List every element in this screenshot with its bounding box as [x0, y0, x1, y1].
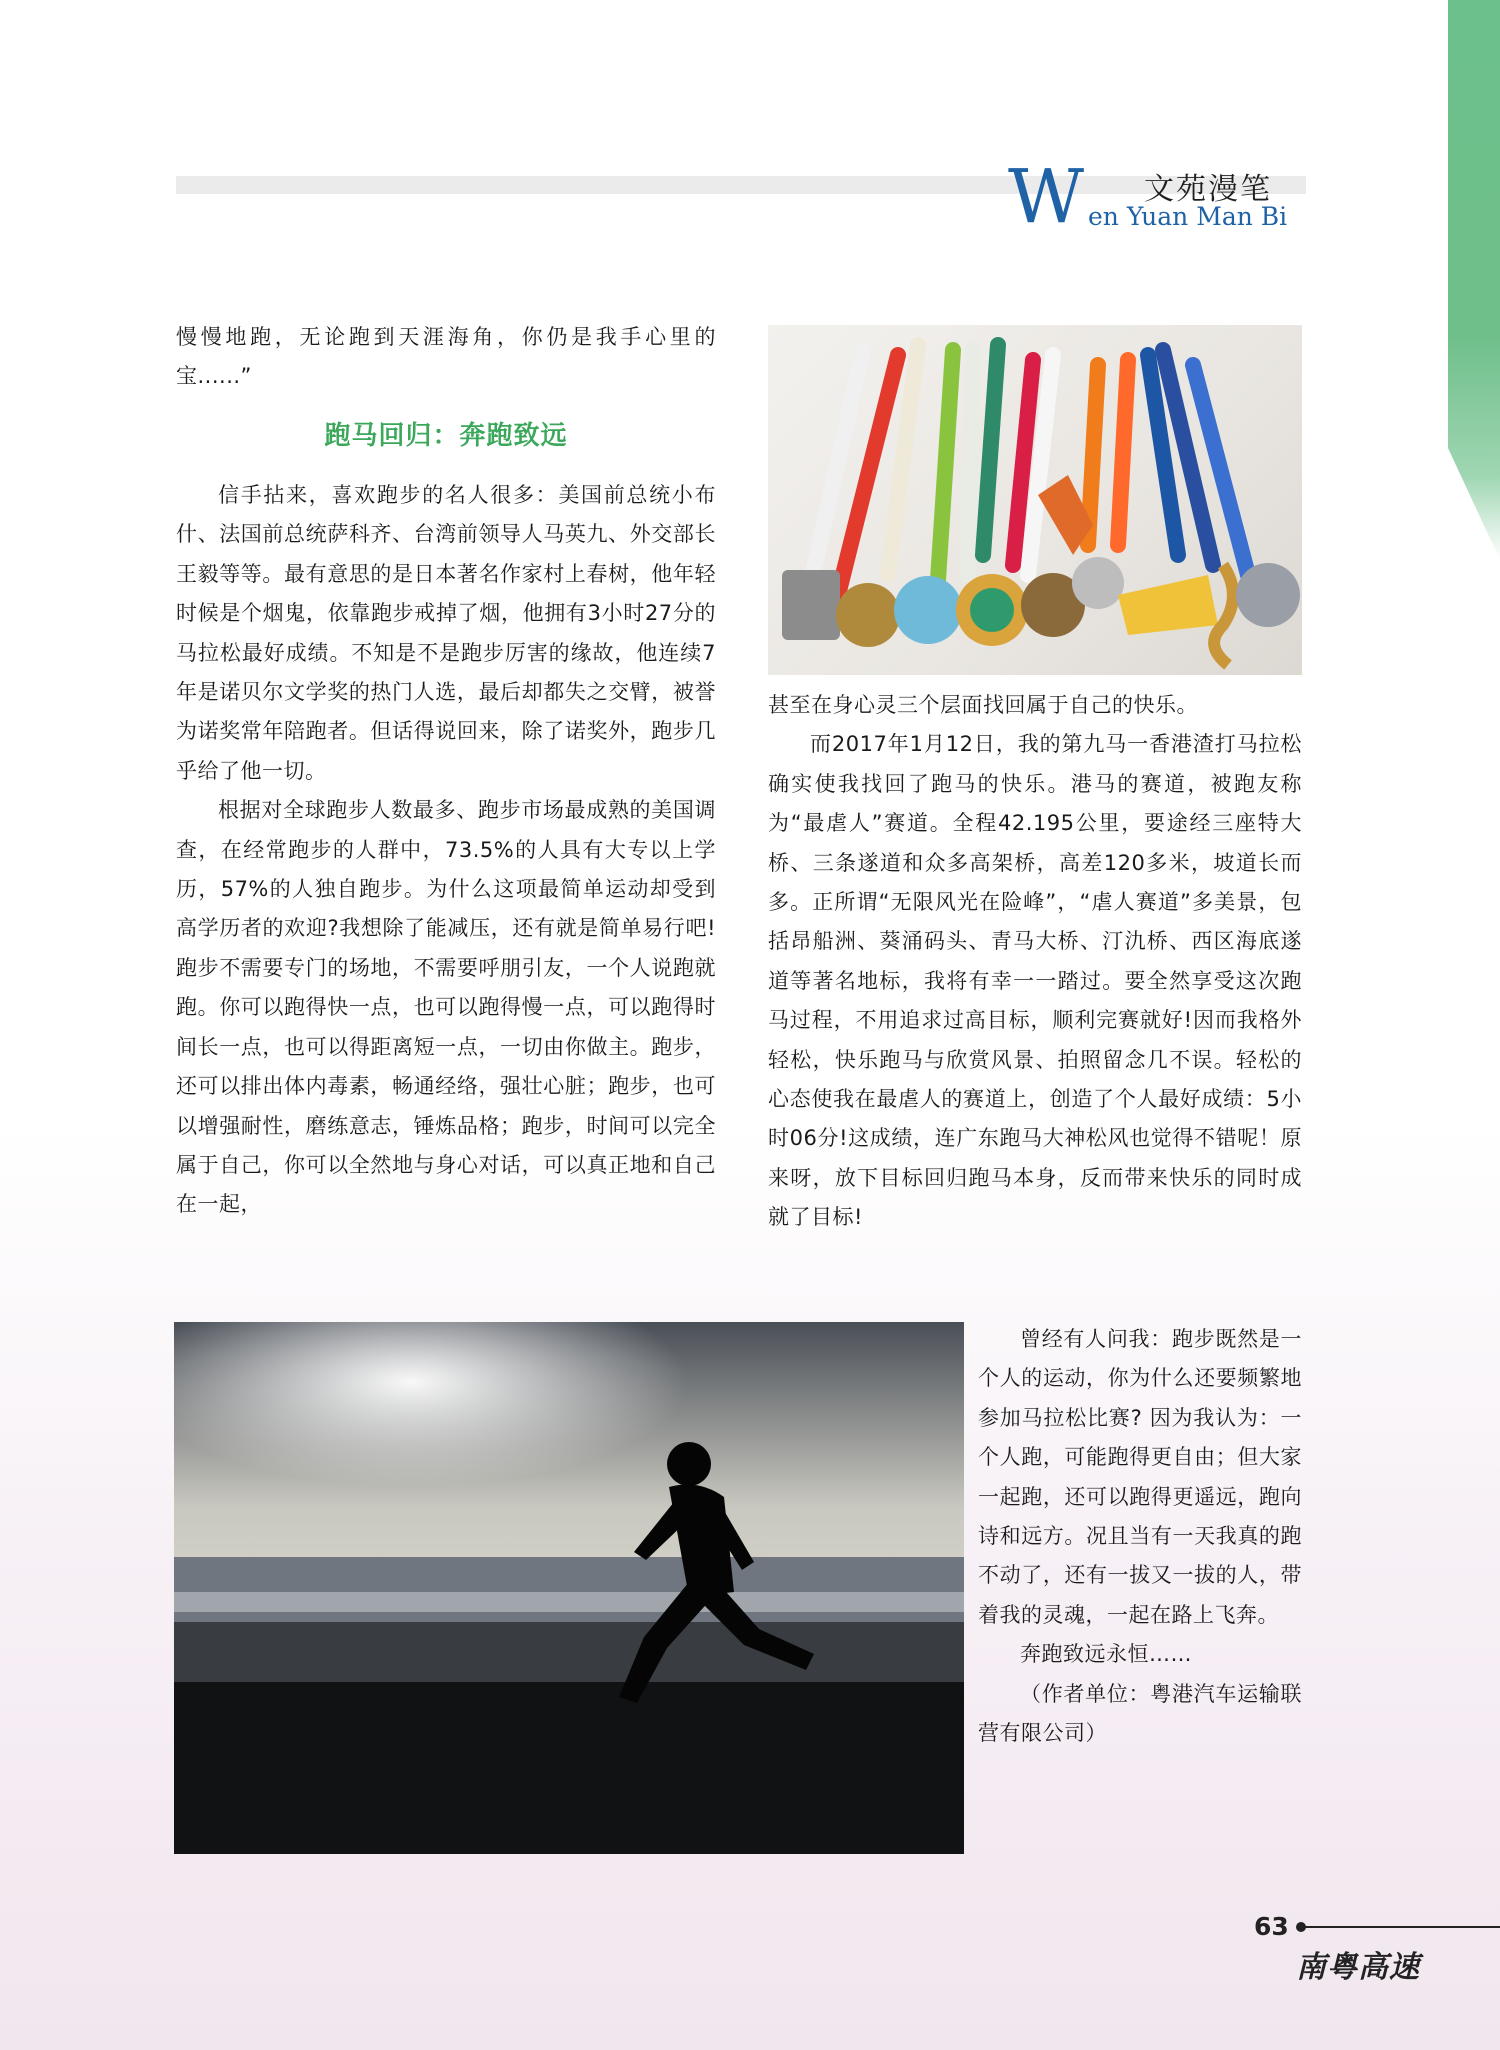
logo-letter: W: [1008, 154, 1085, 240]
paragraph: 奔跑致远永恒……: [1020, 1642, 1192, 1667]
section-logo: [1008, 154, 1308, 240]
right-column: [768, 686, 1302, 1238]
paragraph: 信手拈来，喜欢跑步的名人很多：美国前总统小布什、法国前总统萨科齐、台湾前领导人马英九、外交部长王毅等等。最有意思的是日本著名作家村上春树，他年轻时候是个烟鬼，依靠跑步戒掉了烟，他拥有3小时27分的马拉松最好成绩。不知是不是跑步厉害的缘故，他连续7年是诺贝尔文学奖的热门人选，最后却都失之交臂，被誉为诺奖常年陪跑者。但话得说回来，除了诺奖外，跑步几乎给了他一切。: [176, 483, 716, 783]
paragraph: 根据对全球跑步人数最多、跑步市场最成熟的美国调查，在经常跑步的人群中，73.5%的人具有大专以上学历，57%的人独自跑步。为什么这项最简单运动却受到高学历者的欢迎?我想除了能减压，还有就是简单易行吧!跑步不需要专门的场地，不需要呼朋引友，一个人说跑就跑。你可以跑得快一点，也可以跑得慢一点，可以跑得时间长一点，也可以得距离短一点，一切由你做主。跑步，还可以排出体内毒素，畅通经络，强壮心脏；跑步，也可以增强耐性，磨练意志，锤炼品格；跑步，时间可以完全属于自己，你可以全然地与身心对话，可以真正地和自己在一起，: [176, 798, 716, 1217]
page-rule: [1304, 1926, 1500, 1928]
page-number: 63: [1254, 1912, 1289, 1941]
left-column: [176, 476, 716, 1225]
runner-photo: [174, 1322, 964, 1854]
bottom-right-column: [978, 1320, 1302, 1753]
corner-decoration: [1448, 0, 1500, 560]
author-affiliation: （作者单位：粤港汽车运输联营有限公司）: [978, 1681, 1302, 1746]
paragraph: 曾经有人问我：跑步既然是一个人的运动，你为什么还要频繁地参加马拉松比赛? 因为我认为：一个人跑，可能跑得更自由；但大家一起跑，还可以跑得更遥远，跑向诗和远方。况且当有一天我真的跑不动了，还有一拔又一拔的人，带着我的灵魂，一起在路上飞奔。: [978, 1327, 1302, 1627]
paragraph: 而2017年1月12日，我的第九马一香港渣打马拉松确实使我找回了跑马的快乐。港马的赛道，被跑友称为“最虐人”赛道。全程42.195公里，要途经三座特大桥、三条遂道和众多高架桥，高差120多米，坡道长而多。正所谓“无限风光在险峰”，“虐人赛道”多美景，包括昂船洲、葵涌码头、青马大桥、汀氿桥、西区海底遂道等著名地标，我将有幸一一踏过。要全然享受这次跑马过程，不用追求过高目标，顺利完赛就好!因而我格外轻松，快乐跑马与欣赏风景、拍照留念几不误。轻松的心态使我在最虐人的赛道上，创造了个人最好成绩：5小时06分!这成绩，连广东跑马大神松风也觉得不错呢！原来呀，放下目标回归跑马本身，反而带来快乐的同时成就了目标!: [768, 732, 1302, 1230]
section-title-cn: 文苑漫笔: [1144, 172, 1272, 207]
magazine-name: 南粤高速: [1296, 1950, 1420, 1985]
section-title-en: en Yuan Man Bi: [1088, 202, 1288, 231]
intro-paragraph: 慢慢地跑，无论跑到天涯海角，你仍是我手心里的宝......”: [176, 325, 716, 389]
section-heading: 跑马回归：奔跑致远: [324, 421, 568, 451]
paragraph: 甚至在身心灵三个层面找回属于自己的快乐。: [768, 693, 1198, 717]
medals-photo: [768, 325, 1302, 675]
intro-text: [176, 318, 716, 397]
